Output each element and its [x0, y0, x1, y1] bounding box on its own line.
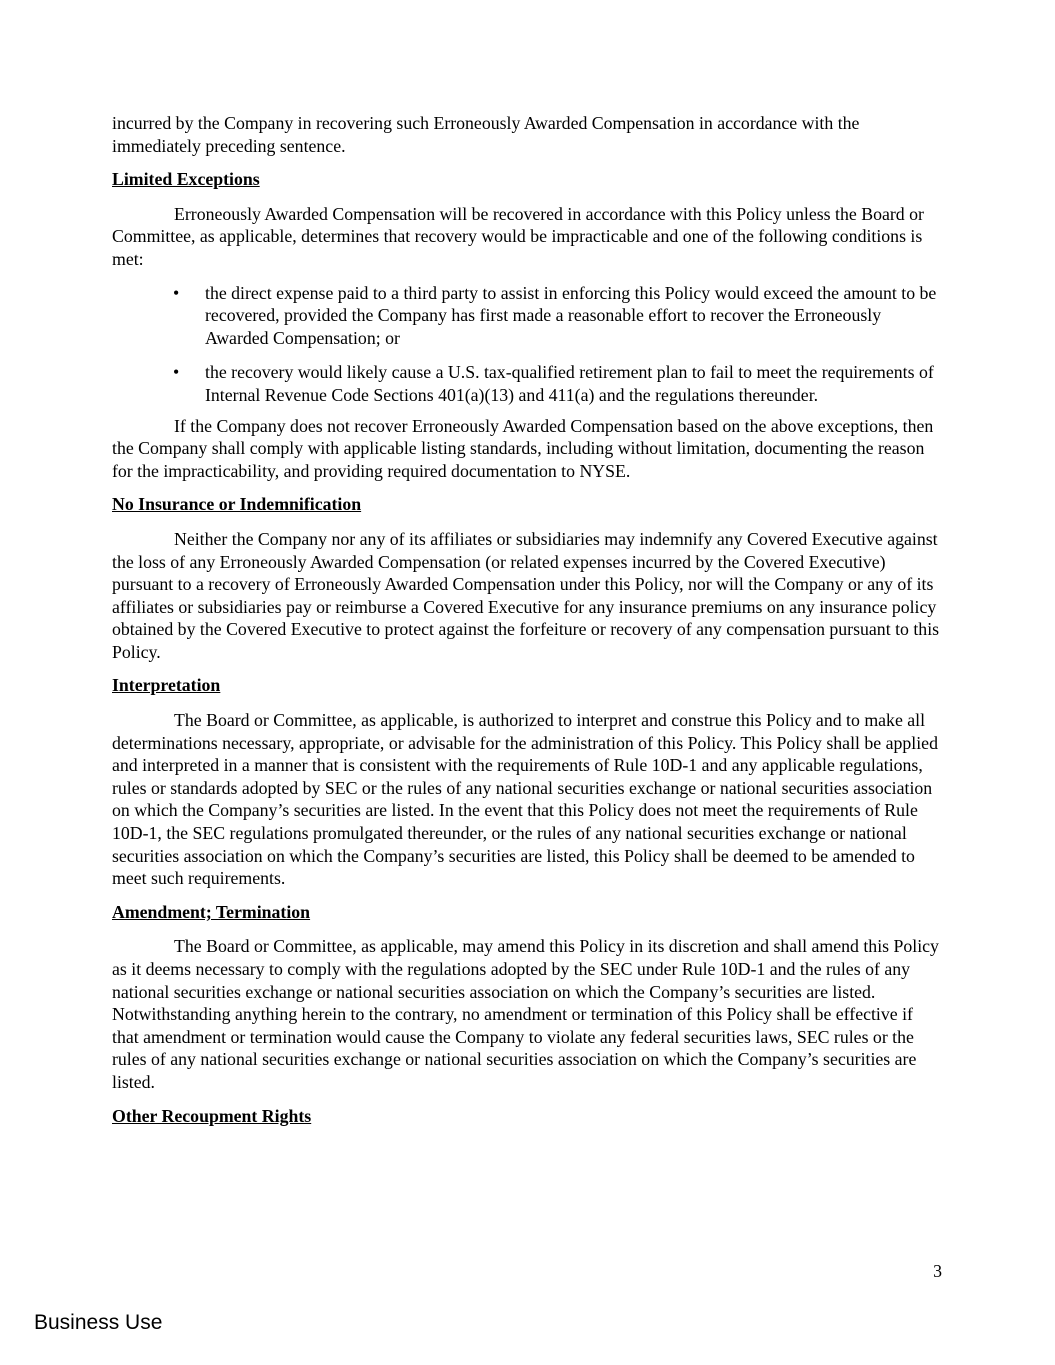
continuation-paragraph: incurred by the Company in recovering such Erroneously Awarded Compensation in accordance with the immediately preceding sentence.	[112, 113, 860, 156]
amendment-paragraph: The Board or Committee, as applicable, may amend this Policy in its discretion and shall amend this Policy as it deems necessary to comply with the regulations adopted by the SEC under Rule 10D-1 and the rules of any national securities exchange or national securities association on which the Company’s securities are listed. Notwithstanding anything herein to the contrary, no amendment or termination of this Policy shall be effective if that amendment or termination would cause the Company to violate any federal securities laws, SEC rules or the rules of any national securities exchange or national securities association on which the Company’s securities are listed.	[112, 936, 939, 1092]
section-heading-interpretation: Interpretation	[112, 675, 221, 696]
section-heading-no-insurance: No Insurance or Indemnification	[112, 494, 362, 515]
section-heading-limited-exceptions: Limited Exceptions	[112, 169, 260, 190]
bullet-text: the recovery would likely cause a U.S. tax-qualified retirement plan to fail to meet the requirements of Internal Revenue Code Sections 401(a)(13) and 411(a) and the regulations thereunder.	[205, 362, 934, 405]
bullet-icon: •	[173, 362, 180, 383]
section-heading-amendment: Amendment; Termination	[112, 901, 311, 922]
interpretation-paragraph: The Board or Committee, as applicable, is authorized to interpret and construe this Policy and to make all determinations necessary, appropriate, or advisable for the administration of this Policy. This Policy shall be applied and interpreted in a manner that is consistent with the requirements of Rule 10D-1 and any applicable regulations, rules or standards adopted by SEC or the rules of any national securities exchange or national securities association on which the Company’s securities are listed. In the event that this Policy does not meet the requirements of Rule 10D-1, the SEC regulations promulgated thereunder, or the rules of any national securities exchange or national securities association on which the Company’s securities are listed, this Policy shall be deemed to be amended to meet such requirements.	[112, 710, 938, 889]
list-item	[112, 282, 942, 350]
section-heading-other-recoupment: Other Recoupment Rights	[112, 1105, 312, 1126]
limited-exceptions-intro: Erroneously Awarded Compensation will be recovered in accordance with this Policy unless the Board or Committee, as applicable, determines that recovery would be impracticable and one of the following conditions is met:	[112, 203, 924, 269]
limited-exceptions-closing: If the Company does not recover Erroneously Awarded Compensation based on the above exceptions, then the Company shall comply with applicable listing standards, including without limitation, documenting the reason for the impracticability, and providing required documentation to NYSE.	[112, 415, 934, 481]
page-number: 3	[933, 1261, 942, 1281]
exceptions-bullet-list	[112, 282, 942, 407]
list-item	[112, 361, 942, 406]
bullet-icon: •	[173, 282, 180, 303]
document-body	[112, 112, 942, 1139]
bullet-text: the direct expense paid to a third party to assist in enforcing this Policy would exceed the amount to be recovered, provided the Company has first made a reasonable effort to recover the Erroneously Awarded Compensation; or	[205, 282, 937, 348]
classification-label: Business Use	[34, 1311, 163, 1334]
no-insurance-paragraph: Neither the Company nor any of its affiliates or subsidiaries may indemnify any Covered Executive against the loss of any Erroneously Awarded Compensation (or related expenses incurred by the Covered Executive) pursuant to a recovery of Erroneously Awarded Compensation under this Policy, nor will the Company or any of its affiliates or subsidiaries pay or reimburse a Covered Executive for any insurance premiums on any insurance policy obtained by the Covered Executive to protect against the forfeiture or recovery of any compensation pursuant to this Policy.	[112, 528, 940, 662]
